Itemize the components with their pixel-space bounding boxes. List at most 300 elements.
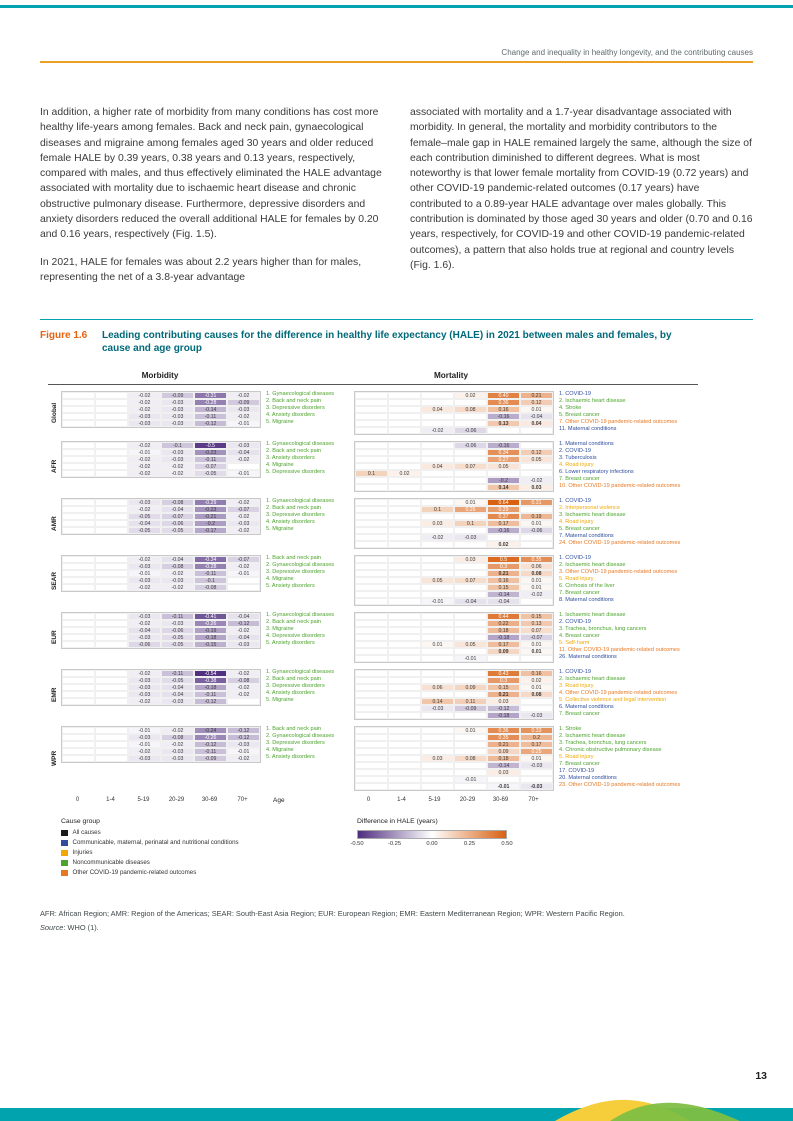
cause-item: 3. Depressive disorders	[266, 683, 325, 690]
heat-cell: -0.04	[487, 598, 520, 605]
legend-label: Other COVID-19 pandemic-related outcomes	[72, 869, 197, 877]
cause-item: 7. Other COVID-19 pandemic-related outcomes	[559, 419, 678, 426]
heat-cell: -0.07	[520, 634, 553, 641]
cause-item: 5. Breast cancer	[559, 412, 600, 419]
heat-cell	[388, 598, 421, 605]
heatmap-grid-mortality	[354, 726, 554, 791]
age-axis	[48, 797, 698, 804]
heat-cell: -0.11	[161, 613, 194, 620]
heat-cell	[388, 648, 421, 655]
heat-cell	[487, 427, 520, 434]
heat-cell	[355, 698, 388, 705]
heat-cell: -0.02	[227, 684, 260, 691]
heat-cell: 0.03	[454, 556, 487, 563]
heat-cell	[421, 470, 454, 477]
heat-cell	[421, 748, 454, 755]
heat-cell: -0.03	[227, 406, 260, 413]
heat-cell: 0.09	[487, 648, 520, 655]
heat-cell: 0.12	[520, 399, 553, 406]
cause-item: 5. Migraine	[266, 419, 294, 426]
cause-item: 2. Ischaemic heart disease	[559, 398, 626, 405]
legend-swatch	[61, 840, 68, 847]
heat-cell	[388, 684, 421, 691]
heat-cell	[454, 570, 487, 577]
heat-cell	[388, 769, 421, 776]
heat-cell	[421, 712, 454, 719]
heat-cell	[62, 463, 95, 470]
heat-cell: -0.23	[194, 506, 227, 513]
heat-cell: 0.3	[487, 563, 520, 570]
heat-cell	[388, 527, 421, 534]
heat-cell	[421, 627, 454, 634]
heat-cell	[421, 769, 454, 776]
cause-item: 2. Back and neck pain	[266, 398, 322, 405]
cause-item: 5. Road injury	[559, 576, 594, 583]
heat-cell: -0.03	[227, 442, 260, 449]
scale-tick-label: 0.25	[463, 841, 476, 848]
cause-item: 3. Depressive disorders	[266, 740, 325, 747]
heat-cell	[95, 584, 128, 591]
heat-cell: -0.03	[161, 755, 194, 762]
heat-cell: -0.02	[227, 755, 260, 762]
heat-cell	[388, 641, 421, 648]
heat-cell: -0.02	[128, 456, 161, 463]
heat-cell: -0.01	[454, 776, 487, 783]
heat-cell: -0.04	[128, 520, 161, 527]
heat-cell: -0.12	[227, 734, 260, 741]
heat-cell	[388, 741, 421, 748]
heat-cell: -0.02	[161, 470, 194, 477]
heat-cell	[62, 563, 95, 570]
region-label: EMR	[51, 687, 58, 702]
heat-cell: -0.18	[487, 634, 520, 641]
heat-cell: -0.02	[520, 591, 553, 598]
heat-cell	[388, 577, 421, 584]
heat-cell: 0.05	[487, 463, 520, 470]
heat-cell: -0.19	[194, 627, 227, 634]
heat-cell	[388, 449, 421, 456]
legend-swatch	[61, 830, 68, 837]
cause-item: 5. Collective violence and legal intervention	[559, 697, 667, 704]
heatmap-grid-morbidity	[61, 726, 261, 763]
age-tick-label: 20-29	[459, 797, 476, 804]
heat-cell	[454, 769, 487, 776]
heat-cell: 0.07	[454, 463, 487, 470]
paragraph: associated with mortality and a 1.7-year disadvantage associated with morbidity. In general, the mortality and morbidity contributors to the female–male gap in HALE remained largely the same, although the size of each contribution diminished to different degrees. What is most noteworthy is that lower female mortality from COVID-19 (0.72 years) and other COVID-19 pandemic-related outcomes (0.17 years) have contributed to a 0.89-year HALE advantage over males globally. This contribution is dominated by those aged 30 years and older (0.70 and 0.16 years, respectively, for COVID-19 and other COVID-19 pandemic-related outcomes), a pattern that also holds true at regional and country levels (Fig. 1.6).	[410, 107, 753, 271]
heat-cell: -0.05	[128, 527, 161, 534]
heat-cell: 0.03	[487, 698, 520, 705]
heat-cell: 0.12	[520, 449, 553, 456]
heat-cell: -0.02	[128, 470, 161, 477]
heat-cell: -0.02	[227, 563, 260, 570]
region-label: Global	[51, 403, 58, 424]
heat-cell: 0.2	[520, 734, 553, 741]
cause-item: 1. Ischaemic heart disease	[559, 612, 626, 619]
heat-cell: 0.03	[421, 755, 454, 762]
heat-cell	[388, 520, 421, 527]
heat-cell: 0.17	[487, 520, 520, 527]
heat-cell: -0.02	[227, 691, 260, 698]
heat-cell: -0.02	[227, 392, 260, 399]
cause-item: 2. Back and neck pain	[266, 676, 322, 683]
heat-cell: 0.08	[454, 755, 487, 762]
cause-item: 1. Gynaecological diseases	[266, 391, 335, 398]
heat-cell: -0.01	[454, 655, 487, 662]
heat-cell: 0.16	[487, 577, 520, 584]
heat-cell: -0.02	[128, 620, 161, 627]
heat-cell	[62, 556, 95, 563]
heatmap-grid-mortality	[354, 612, 554, 663]
heat-cell	[62, 420, 95, 427]
heat-cell: -0.03	[161, 577, 194, 584]
heat-cell	[388, 563, 421, 570]
heat-cell: -0.03	[161, 748, 194, 755]
cause-list-morbidity	[266, 441, 354, 476]
heat-cell	[388, 406, 421, 413]
heat-cell: -0.02	[128, 442, 161, 449]
heat-cell: 0.25	[520, 748, 553, 755]
heat-cell: -0.04	[520, 413, 553, 420]
running-head: Change and inequality in healthy longevity, and the contributing causes	[501, 48, 753, 57]
heat-cell: -0.15	[194, 641, 227, 648]
heat-cell: 0.27	[487, 456, 520, 463]
figure-separator-rule	[40, 319, 753, 320]
heat-cell: -0.02	[128, 399, 161, 406]
heat-cell: -0.02	[227, 527, 260, 534]
heat-cell: 0.21	[487, 741, 520, 748]
heat-cell	[95, 470, 128, 477]
heat-cell: -0.01	[227, 570, 260, 577]
heat-cell	[454, 613, 487, 620]
heat-cell: -0.09	[454, 705, 487, 712]
legend-swatch	[61, 870, 68, 877]
heat-cell	[454, 627, 487, 634]
cause-item: 3. Trachea, bronchus, lung cancers	[559, 740, 647, 747]
heat-cell	[355, 748, 388, 755]
heat-cell: -0.04	[161, 556, 194, 563]
heat-cell	[454, 748, 487, 755]
heat-cell: -0.03	[161, 698, 194, 705]
heat-cell: -0.01	[227, 748, 260, 755]
heat-cell	[62, 620, 95, 627]
heat-cell: 0.1	[454, 520, 487, 527]
heat-cell: 0.44	[487, 613, 520, 620]
heat-cell: -0.06	[161, 627, 194, 634]
heat-cell: -0.03	[161, 406, 194, 413]
heat-cell	[520, 769, 553, 776]
heat-cell	[62, 755, 95, 762]
heat-cell	[421, 563, 454, 570]
figure-chart	[48, 371, 698, 879]
heat-cell	[421, 484, 454, 491]
heat-cell	[388, 541, 421, 548]
heat-cell: 0.35	[520, 556, 553, 563]
heat-cell	[388, 570, 421, 577]
heat-cell	[421, 783, 454, 790]
heat-cell: -0.02	[161, 570, 194, 577]
heat-cell	[520, 598, 553, 605]
heat-cell	[355, 427, 388, 434]
heat-cell	[95, 620, 128, 627]
heat-cell	[520, 470, 553, 477]
heat-cell: -0.07	[194, 463, 227, 470]
paragraph: In 2021, HALE for females was about 2.2 years higher than for males, representing the net of a 3.8-year advantage	[40, 256, 362, 283]
heat-cell: -0.41	[194, 613, 227, 620]
heat-cell	[355, 627, 388, 634]
heat-cell	[355, 527, 388, 534]
heat-cell: -0.03	[161, 420, 194, 427]
heat-cell: -0.01	[128, 727, 161, 734]
region-label: SEAR	[51, 571, 58, 590]
heat-cell	[454, 691, 487, 698]
heat-cell	[388, 591, 421, 598]
heat-cell	[454, 620, 487, 627]
heat-cell	[95, 755, 128, 762]
heat-cell	[95, 449, 128, 456]
heatmap-grid-mortality	[354, 669, 554, 720]
cause-group-legend-title: Cause group	[61, 818, 100, 826]
cause-item: 7. Breast cancer	[559, 590, 600, 597]
heat-cell	[227, 698, 260, 705]
cause-item: 5. Road injury	[559, 754, 594, 761]
cause-item: 5. Breast cancer	[559, 526, 600, 533]
cause-item: 3. Depressive disorders	[266, 569, 325, 576]
heat-cell: -0.02	[128, 506, 161, 513]
region-band-afr	[48, 441, 698, 492]
heatmap-grid-morbidity	[61, 441, 261, 478]
color-scale-title: Difference in HALE (years)	[357, 818, 438, 826]
heat-cell	[520, 698, 553, 705]
heat-cell	[227, 577, 260, 584]
heat-cell	[388, 762, 421, 769]
cause-item: 4. Migraine	[266, 462, 294, 469]
heat-cell	[421, 734, 454, 741]
heat-cell: -0.02	[227, 627, 260, 634]
cause-item: 1. Gynaecological diseases	[266, 669, 335, 676]
cause-item: 7. Maternal conditions	[559, 533, 614, 540]
cause-item: 5. Migraine	[266, 697, 294, 704]
heat-cell	[95, 627, 128, 634]
heat-cell	[388, 413, 421, 420]
cause-list-mortality	[559, 669, 695, 718]
heat-cell	[355, 598, 388, 605]
legend-swatch	[61, 860, 68, 867]
heat-cell	[520, 655, 553, 662]
heat-cell	[520, 506, 553, 513]
cause-item: 5. Depressive disorders	[266, 469, 325, 476]
cause-item: 2. Back and neck pain	[266, 619, 322, 626]
heatmap-grid-mortality	[354, 391, 554, 435]
heat-cell: 0.01	[520, 648, 553, 655]
heat-cell: -0.02	[128, 670, 161, 677]
cause-item: 3. Tuberculosis	[559, 455, 597, 462]
heat-cell: 0.13	[487, 420, 520, 427]
cause-item: 8. Maternal conditions	[559, 597, 614, 604]
heat-cell	[421, 741, 454, 748]
heat-cell: -0.11	[194, 570, 227, 577]
heat-cell: -0.04	[161, 506, 194, 513]
heat-cell	[227, 584, 260, 591]
heat-cell	[454, 634, 487, 641]
heat-cell: -0.11	[194, 748, 227, 755]
heat-cell: 0.36	[487, 399, 520, 406]
figure-caption	[40, 329, 753, 355]
heat-cell	[454, 677, 487, 684]
heat-cell: 0.04	[421, 406, 454, 413]
heat-cell: -0.02	[128, 748, 161, 755]
heat-cell	[355, 741, 388, 748]
cause-group-legend	[61, 818, 353, 879]
heat-cell: 0.09	[487, 748, 520, 755]
heat-cell	[95, 506, 128, 513]
heat-cell	[95, 406, 128, 413]
region-band-emr	[48, 669, 698, 720]
heat-cell	[454, 456, 487, 463]
figure-legends	[61, 818, 698, 879]
heat-cell	[355, 534, 388, 541]
heat-cell: 0.04	[421, 463, 454, 470]
heat-cell	[355, 499, 388, 506]
heat-cell: -0.18	[194, 684, 227, 691]
cause-item: 2. Back and neck pain	[266, 448, 322, 455]
cause-list-morbidity	[266, 555, 354, 590]
heat-cell: -0.02	[128, 556, 161, 563]
heat-cell	[62, 449, 95, 456]
cause-list-mortality	[559, 441, 695, 490]
heat-cell: 0.05	[520, 456, 553, 463]
heat-cell: 0.17	[487, 641, 520, 648]
heat-cell	[421, 392, 454, 399]
cause-item: 17. COVID-19	[559, 768, 595, 775]
heat-cell	[355, 783, 388, 790]
heat-cell	[388, 755, 421, 762]
figure-number: Figure 1.6	[40, 330, 88, 342]
age-tick-label: 0	[366, 797, 371, 804]
heat-cell	[388, 655, 421, 662]
heat-cell	[355, 613, 388, 620]
region-band-wpr	[48, 726, 698, 791]
cause-item: 1. Gynaecological diseases	[266, 612, 335, 619]
heat-cell: -0.03	[128, 413, 161, 420]
heat-cell: -0.03	[520, 783, 553, 790]
heat-cell	[454, 584, 487, 591]
scale-tick-label: -0.25	[387, 841, 402, 848]
heat-cell	[62, 456, 95, 463]
cause-item: 2. Back and neck pain	[266, 505, 322, 512]
heat-cell: -0.26	[194, 734, 227, 741]
heat-cell: 0.26	[454, 506, 487, 513]
heat-cell	[355, 513, 388, 520]
heat-cell	[355, 570, 388, 577]
heat-cell	[388, 392, 421, 399]
heat-cell	[95, 691, 128, 698]
heat-cell: -0.28	[194, 399, 227, 406]
heat-cell	[388, 506, 421, 513]
scale-tick-label: 0.50	[501, 841, 513, 848]
heat-cell: 0.06	[520, 563, 553, 570]
heatmap-grid-mortality	[354, 555, 554, 606]
heat-cell	[520, 541, 553, 548]
age-tick-label: 5-19	[428, 797, 441, 804]
heat-cell: -0.05	[161, 677, 194, 684]
heat-cell	[421, 691, 454, 698]
heat-cell	[62, 691, 95, 698]
heat-cell: 0.40	[487, 392, 520, 399]
heat-cell: -0.03	[128, 563, 161, 570]
figure-regions	[48, 391, 698, 791]
heat-cell	[421, 613, 454, 620]
heat-cell	[62, 399, 95, 406]
age-tick-label: 30-69	[201, 797, 218, 804]
heat-cell: 0.02	[487, 541, 520, 548]
heat-cell: 0.05	[421, 577, 454, 584]
heat-cell	[388, 783, 421, 790]
heat-cell: 0.35	[487, 734, 520, 741]
cause-item: 4. Anxiety disorders	[266, 690, 315, 697]
heat-cell: -0.17	[194, 527, 227, 534]
cause-item: 4. Breast cancer	[559, 633, 600, 640]
heat-cell: 0.37	[487, 513, 520, 520]
heat-cell	[62, 513, 95, 520]
heat-cell: -0.01	[128, 449, 161, 456]
heat-cell: 0.03	[421, 520, 454, 527]
heat-cell	[355, 520, 388, 527]
axis-spacer	[259, 797, 352, 804]
heat-cell	[454, 420, 487, 427]
panel-header-mortality: Mortality	[433, 371, 469, 381]
heat-cell: -0.18	[194, 634, 227, 641]
heat-cell: -0.18	[487, 712, 520, 719]
heat-cell: 0.18	[487, 755, 520, 762]
heat-cell: 0.21	[520, 392, 553, 399]
heat-cell: -0.04	[227, 613, 260, 620]
heat-cell	[62, 698, 95, 705]
heat-cell	[95, 527, 128, 534]
heat-cell: -0.03	[227, 741, 260, 748]
heat-cell: 0.01	[421, 641, 454, 648]
heat-cell	[95, 577, 128, 584]
cause-item: 26. Maternal conditions	[559, 654, 617, 661]
heat-cell	[388, 584, 421, 591]
cause-list-morbidity	[266, 612, 354, 647]
heat-cell	[355, 413, 388, 420]
heat-cell	[454, 783, 487, 790]
heat-cell: -0.03	[421, 705, 454, 712]
heat-cell: -0.02	[227, 670, 260, 677]
heat-cell	[355, 620, 388, 627]
cause-list-mortality	[559, 612, 695, 661]
heat-cell	[454, 670, 487, 677]
heat-cell: 0.21	[487, 570, 520, 577]
heat-cell: 0.06	[421, 684, 454, 691]
heat-cell: -0.03	[128, 684, 161, 691]
cause-item: 2. Ischaemic heart disease	[559, 676, 626, 683]
heat-cell: -0.2	[194, 520, 227, 527]
cause-item: 3. Migraine	[266, 626, 294, 633]
heat-cell: 0.5	[487, 556, 520, 563]
cause-item: 3. Road injury	[559, 683, 594, 690]
heat-cell	[388, 463, 421, 470]
heat-cell: -0.11	[194, 413, 227, 420]
heat-cell	[388, 556, 421, 563]
heat-cell	[355, 577, 388, 584]
heat-cell	[62, 677, 95, 684]
age-tick-label: 30-69	[492, 797, 509, 804]
heat-cell: -0.02	[421, 427, 454, 434]
heat-cell	[62, 634, 95, 641]
heat-cell	[355, 449, 388, 456]
heat-cell: 0.01	[454, 499, 487, 506]
